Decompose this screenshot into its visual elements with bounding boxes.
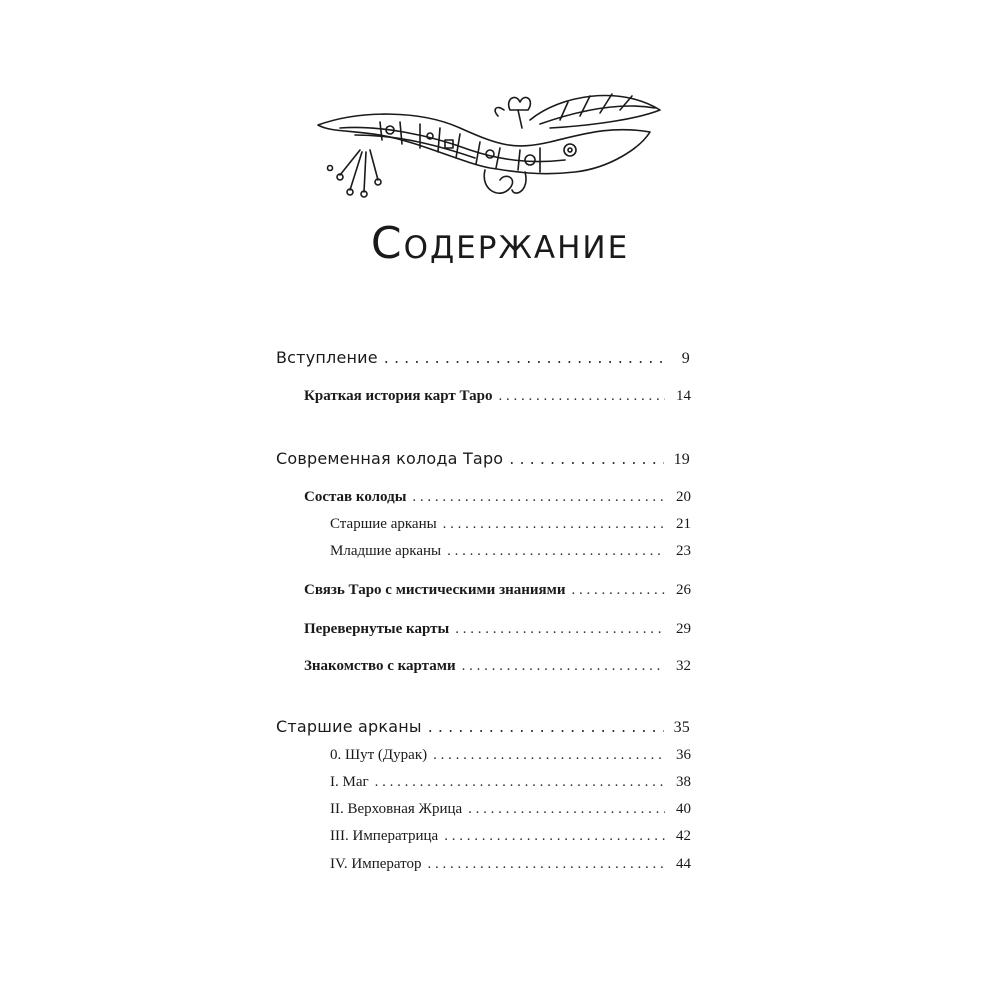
toc-entry-page: 29 — [676, 621, 691, 637]
toc-entry-label: IV. Император — [330, 856, 422, 872]
toc-entry-label: I. Маг — [330, 774, 369, 790]
toc-entry[interactable] — [276, 348, 690, 369]
toc-entry-label: II. Верховная Жрица — [330, 801, 463, 817]
toc-entry[interactable] — [304, 487, 691, 507]
toc-entry-page: 40 — [676, 801, 691, 817]
toc-entry[interactable] — [276, 717, 690, 738]
leader-dots — [412, 487, 665, 507]
toc-entry[interactable] — [304, 619, 691, 639]
leader-dots — [428, 717, 664, 737]
toc-entry[interactable] — [330, 541, 691, 561]
toc-entry-page: 38 — [676, 774, 691, 790]
toc-entry-page: 23 — [676, 543, 691, 559]
toc-entry-label: Связь Таро с мистическими знаниями — [304, 582, 566, 598]
leader-dots — [433, 745, 665, 765]
leader-dots — [572, 580, 665, 600]
toc-entry-page: 36 — [676, 747, 691, 763]
toc-entry[interactable] — [330, 745, 691, 765]
leader-dots — [509, 449, 664, 469]
toc-entry-label: Знакомство с картами — [304, 658, 456, 674]
toc-entry[interactable] — [330, 514, 691, 534]
toc-entry-page: 21 — [676, 516, 691, 532]
toc-entry-label: Младшие арканы — [330, 543, 442, 559]
toc-entry-label: Состав колоды — [304, 489, 407, 505]
toc-entry[interactable] — [330, 799, 691, 819]
toc-entry[interactable] — [304, 580, 691, 600]
toc-entry-label: Старшие арканы — [330, 516, 437, 532]
leader-dots — [443, 514, 665, 534]
page-title: Содержание — [370, 218, 630, 269]
toc-entry-page: 32 — [676, 658, 691, 674]
leader-dots — [375, 772, 665, 792]
leader-dots — [447, 541, 665, 561]
toc-entry[interactable] — [330, 854, 691, 874]
toc-entry-label: III. Императрица — [330, 828, 439, 844]
toc-entry[interactable] — [330, 826, 691, 846]
leader-dots — [462, 656, 665, 676]
toc-entry-page: 14 — [676, 388, 691, 404]
toc-entry-label: Краткая история карт Таро — [304, 388, 493, 404]
toc-entry-page: 20 — [676, 489, 691, 505]
toc-entry-page: 9 — [681, 350, 690, 367]
toc-entry-label: Старшие арканы — [276, 717, 422, 736]
leader-dots — [498, 386, 665, 406]
leader-dots — [468, 799, 665, 819]
toc-entry[interactable] — [304, 656, 691, 676]
toc-entry[interactable] — [304, 386, 691, 406]
leader-dots — [444, 826, 665, 846]
leader-dots — [384, 348, 664, 368]
toc-entry-label: Современная колода Таро — [276, 449, 504, 468]
toc-entry[interactable] — [276, 449, 690, 470]
toc-entry-label: Перевернутые карты — [304, 621, 450, 637]
toc-entry-label: 0. Шут (Дурак) — [330, 747, 428, 763]
leader-dots — [455, 619, 665, 639]
toc-entry-page: 26 — [676, 582, 691, 598]
leader-dots — [428, 854, 665, 874]
toc-entry-page: 44 — [676, 856, 691, 872]
toc-entry-page: 19 — [673, 451, 690, 468]
toc-entry-page: 42 — [676, 828, 691, 844]
toc-entry-page: 35 — [673, 719, 690, 736]
toc-entry-label: Вступление — [276, 348, 378, 367]
toc-entry[interactable] — [330, 772, 691, 792]
